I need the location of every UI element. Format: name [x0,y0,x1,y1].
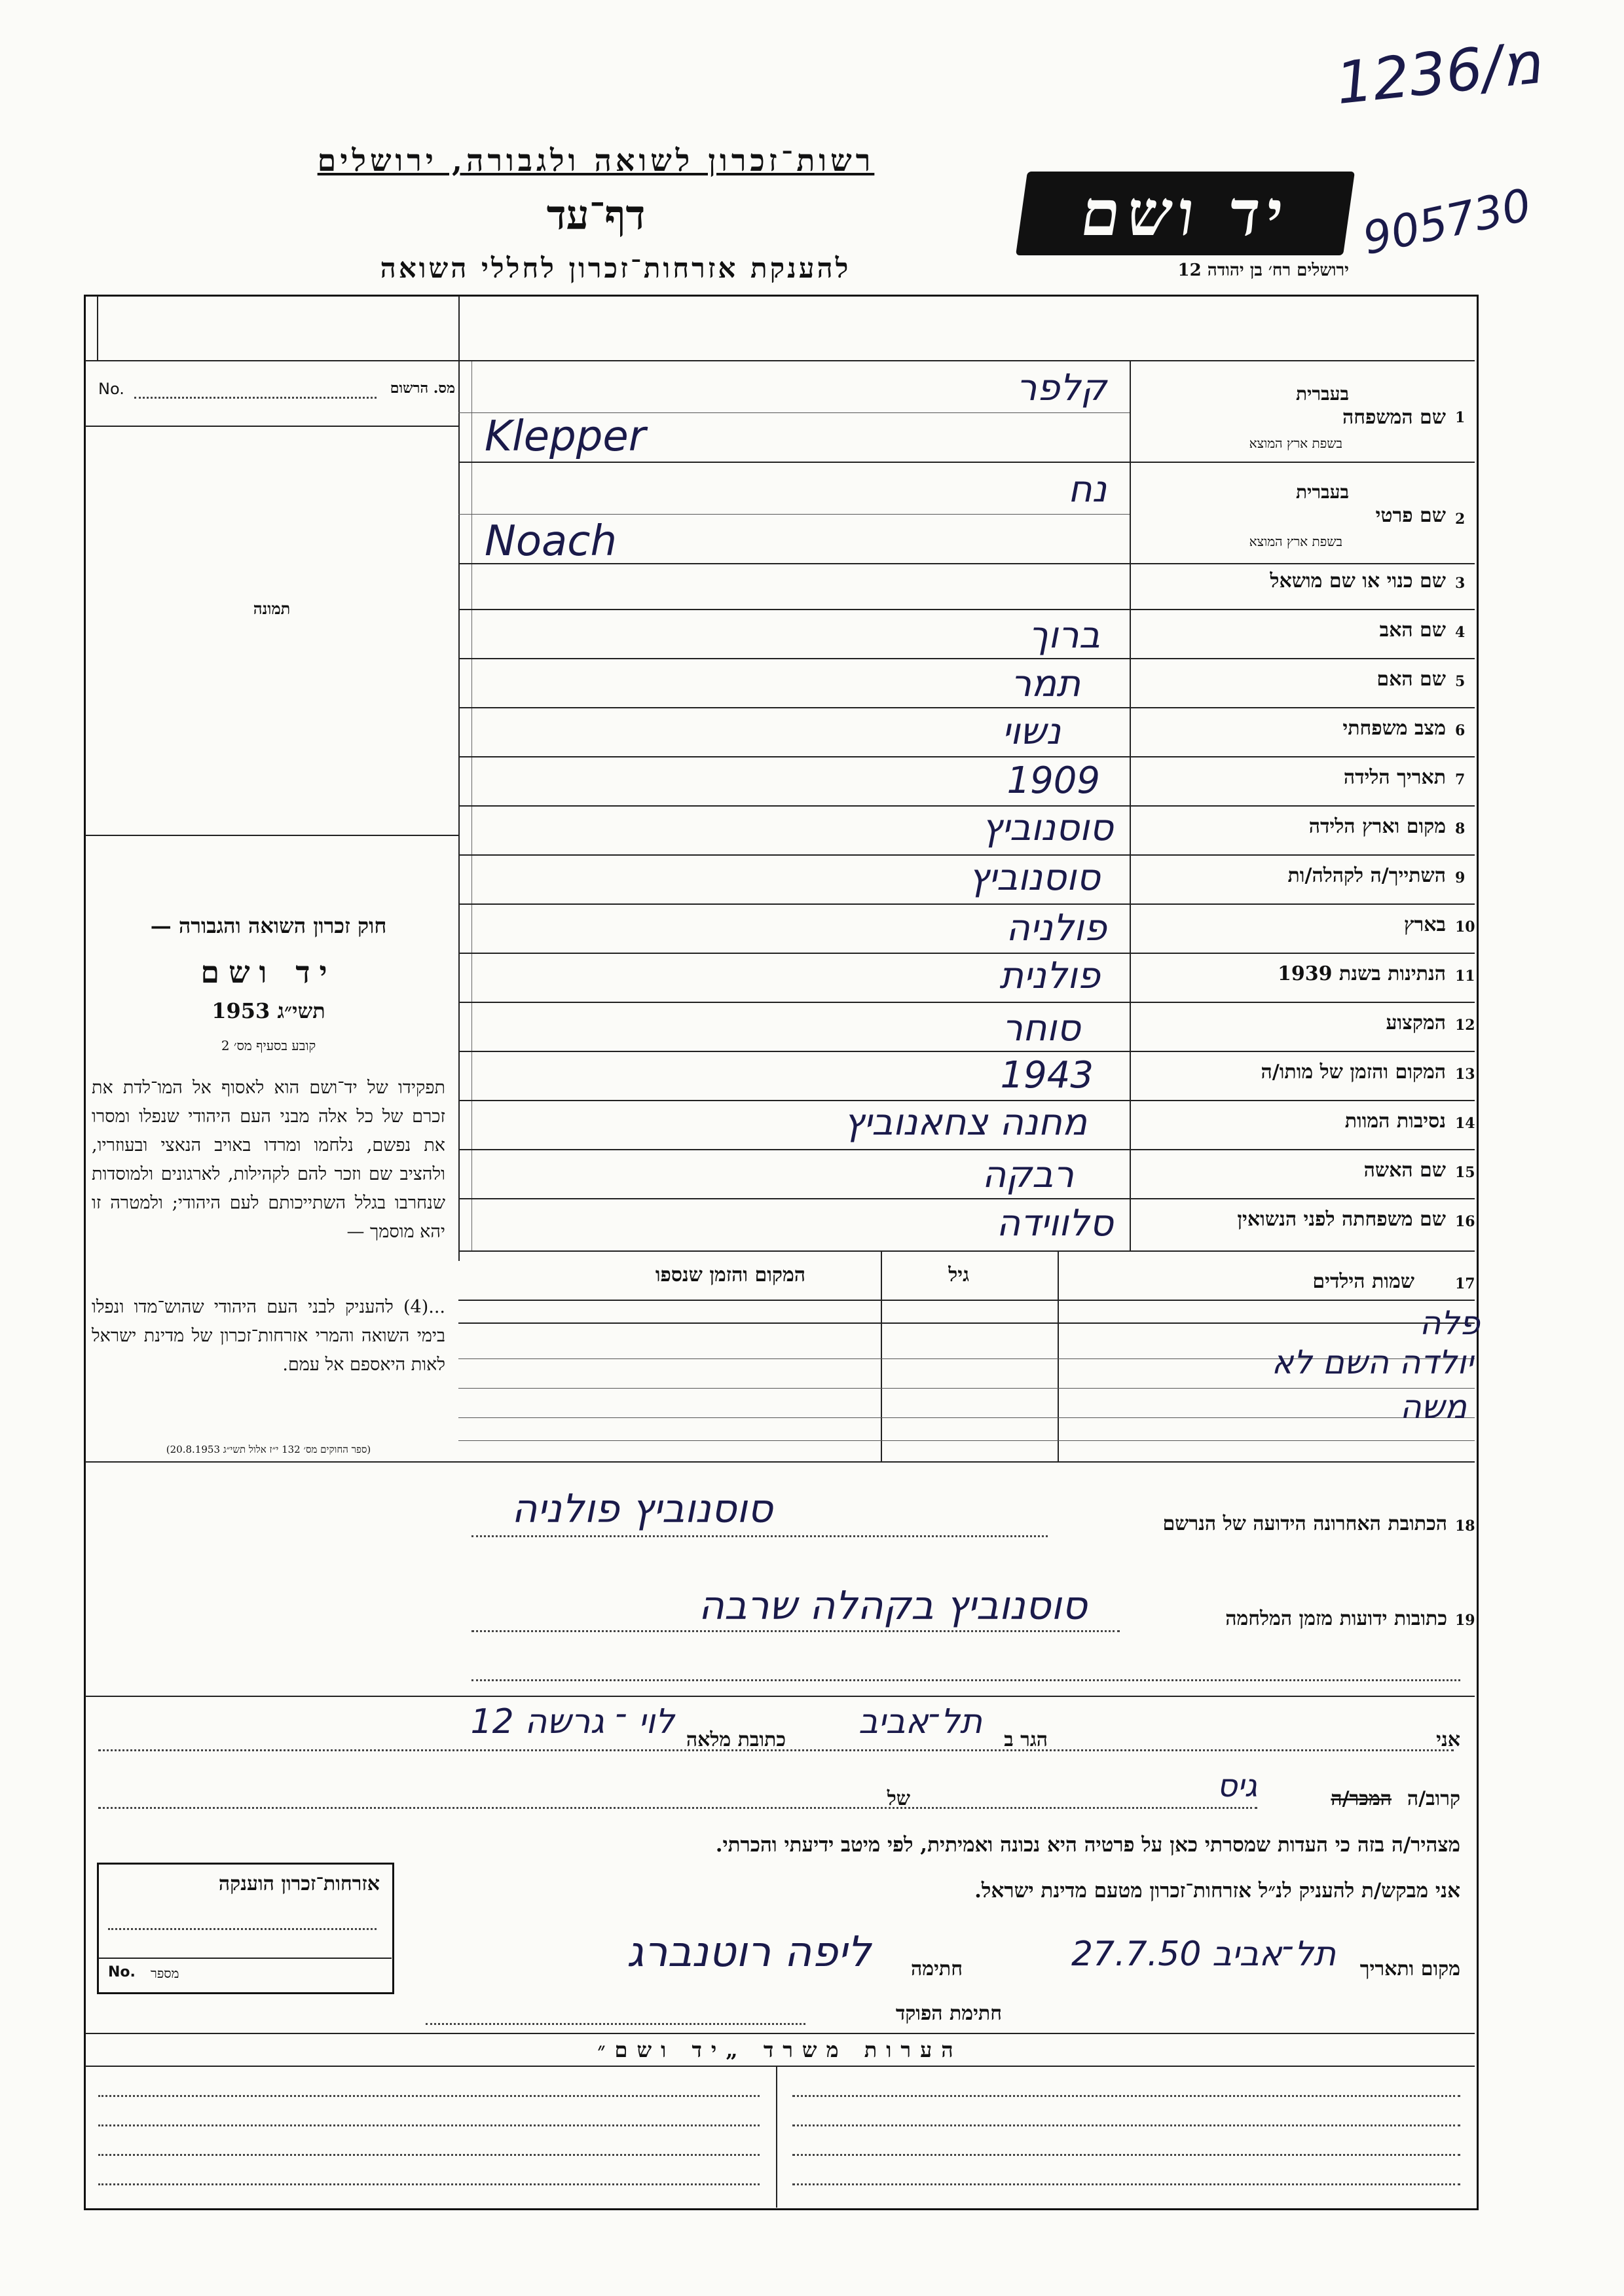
form-subtitle: להענקת אזרחות־זכרון לחללי השואה [380,252,851,284]
field-4-num: 4 [1455,624,1466,641]
field-16-value: סלווידה [996,1202,1113,1245]
org-line: רשות־זכרון לשואה ולגבורה, ירושלים [317,143,875,178]
law-text-2: ...(4) להעניק לבני העם היהודי שהוש־מדו ונפלו בימי השואה והמרי אזרחות־זכרון של מדינת ישראל לאות היאספם אל עמם. [92,1297,445,1375]
declaration-resident-label: הגר ב [1004,1728,1048,1751]
handwritten-code-side: 905730 [1358,179,1536,266]
field-18-value: סוסנוביץ פולניה [511,1486,773,1532]
field-16-label: שם משפחתה לפני הנשואין [1237,1208,1446,1231]
reg-no-label: No. [98,380,124,398]
field-10-label: בארץ [1403,913,1446,936]
field-2-num: 2 [1455,511,1466,528]
field-15-num: 15 [1455,1164,1475,1181]
field-19-num: 19 [1455,1612,1475,1629]
declaration-of-label: של [887,1787,910,1810]
field-7-value: 1909 [1006,759,1100,802]
field-1-sub-hebrew: בעברית [1295,383,1349,405]
office-notes-title: הערות משרד „יד ושם״ [597,2037,963,2062]
field-11-num: 11 [1455,968,1475,985]
field-12-num: 12 [1455,1017,1475,1034]
field-1-sub-origin: בשפת ארץ המוצא [1249,435,1342,451]
field-19-value: סוסנוביץ בקהלה שרבה [698,1583,1087,1629]
declaration-address-value: לוי ־ גרשה 12 [470,1702,674,1741]
field-10-value: פולניה [1006,907,1107,949]
field-6-label: מצב משפחתי [1342,717,1446,740]
field-9-value: סוסנוביץ [969,856,1100,899]
declaration-relative-struck: המכר/ה [1331,1787,1392,1810]
field-12-value: סוחר [1002,1007,1080,1049]
declaration-officer-label: חתימת הפוקד [895,2002,1002,2025]
field-8-num: 8 [1455,820,1466,837]
field-3-label: שם כנוי או שם מושאל [1270,570,1446,592]
field-9-num: 9 [1455,869,1466,886]
children-names-header: שמות הילדים [1312,1270,1414,1293]
grant-box-title: אזרחות־זכרון הוענקה [218,1872,380,1895]
field-11-value: פולנית [999,955,1100,997]
field-19-label: כתובות ידועות מזמן המלחמה [1225,1607,1447,1630]
field-14-value: מחנה צחאנוביץ [843,1101,1087,1144]
grant-box-num-label: מספר [151,1965,179,1981]
field-4-value: ברוך [1028,614,1100,657]
law-clause: קובע בסעיף מס׳ 2 [221,1038,316,1053]
field-16-num: 16 [1455,1213,1475,1230]
declaration-address-label: כתובת מלאה [686,1728,786,1751]
field-3-num: 3 [1455,575,1466,592]
photo-label: תמונה [253,599,291,618]
field-13-value: 1943 [1000,1054,1094,1097]
field-10-num: 10 [1455,919,1475,936]
logo-text: יד ושם [1076,176,1295,250]
law-text: תפקידו של יד־ושם הוא לאסוף אל המו־לדת את זכרם של כל אלה מבני העם היהודי שנפלו ומסרו את נפשם, נלחמו ומרדו באויב הנאצי ובעוזריו, ולהציב שם וזכר להם לקהילות, לארגונים ולמוסדות שנחרבו בגלל השתייכותם לעם היהודי; ולמטרה זו יהא מוסמך — [92,1078,445,1242]
law-source: (ספר החוקים מס׳ 132 י״ז אלול תשי״ג 20.8.1953) [166,1444,371,1455]
field-6-value: נשוי [1002,710,1061,753]
declaration-relative-label: קרוב/ה [1407,1787,1460,1810]
field-15-label: שם האשה [1363,1159,1446,1182]
declaration-statement-2: אני מבקש/ת להעניק לנ״ל אזרחות־זכרון מטעם מדינת ישראל. [974,1879,1460,1903]
yad-vashem-logo [1016,172,1355,255]
field-14-num: 14 [1455,1115,1475,1132]
law-name: יד ושם [200,955,337,990]
field-7-num: 7 [1455,771,1466,788]
field-2-sub-hebrew: בעברית [1295,481,1349,503]
field-6-num: 6 [1455,722,1466,739]
field-2-sub-origin: בשפת ארץ המוצא [1249,534,1342,549]
field-5-value: תמר [1010,663,1080,705]
field-8-value: סוסנוביץ [982,807,1113,849]
field-13-label: המקום והזמן של מותו/ה [1261,1061,1446,1084]
field-2-value-origin: Noach [485,517,617,566]
reg-label: מס. הרשום [390,380,455,397]
field-13-num: 13 [1455,1066,1475,1083]
grant-box-no-label: No. [108,1964,136,1980]
declaration-place-date-label: מקום ותאריך [1359,1958,1460,1980]
child-name-3: משה [1399,1388,1467,1426]
field-11-label: הנתינות בשנת 1939 [1277,962,1446,985]
law-title: חוק זכרון השואה והגבורה — [150,913,387,938]
declaration-relation-value: גיס [1217,1768,1257,1804]
child-name-2: יולדה השם לא [1271,1343,1473,1381]
form-title: דף־עד [546,191,646,239]
declaration-resident-value: תל־אביב [858,1702,982,1741]
field-2-value-hebrew: נח [1067,468,1107,511]
declaration-place-date-value: תל־אביב 27.7.50 [1071,1935,1336,1974]
declaration-i-label: אני [1436,1728,1460,1751]
field-7-label: תאריך הלידה [1343,766,1446,789]
children-place-header: המקום והזמן שנספו [655,1264,805,1286]
field-1-label: שם המשפחה [1342,406,1446,429]
declaration-signature-value: ליפה רוטנברג [627,1928,871,1977]
declaration-statement-1: מצהיר/ה בזה כי העדות שמסרתי כאן על פרטיה היא נכונה ואמיתית, לפי מיטב ידיעתי והכרתי. [715,1833,1460,1857]
field-9-label: השתייך/ה לקהלה/ות [1287,864,1446,887]
field-18-label: הכתובת האחרונה הידועה של הנרשם [1162,1512,1447,1535]
law-year: תשי״ג 1953 [212,998,325,1023]
field-1-num: 1 [1455,409,1466,426]
yad-vashem-address: ירושלים רח׳ בן יהודה 12 [1177,261,1349,280]
field-4-label: שם האב [1379,619,1446,642]
field-2-label: שם פרטי [1375,504,1446,527]
handwritten-code-top: מ/1236 [1333,28,1544,118]
field-12-label: המקצוע [1386,1011,1446,1034]
declaration-signature-label: חתימה [911,1958,963,1980]
field-14-label: נסיבות המוות [1344,1110,1446,1133]
field-1-value-origin: Klepper [485,412,646,461]
field-5-num: 5 [1455,673,1466,690]
field-8-label: מקום וארץ הלידה [1308,815,1446,838]
children-age-header: גיל [948,1264,969,1286]
field-5-label: שם האם [1376,668,1446,691]
registration-number [98,380,455,406]
field-17-num: 17 [1455,1275,1475,1292]
field-18-num: 18 [1455,1518,1475,1535]
field-1-value-hebrew: קלפר [1016,367,1107,409]
child-name-1: פלה [1419,1304,1480,1342]
field-15-value: רבקה [982,1154,1074,1196]
